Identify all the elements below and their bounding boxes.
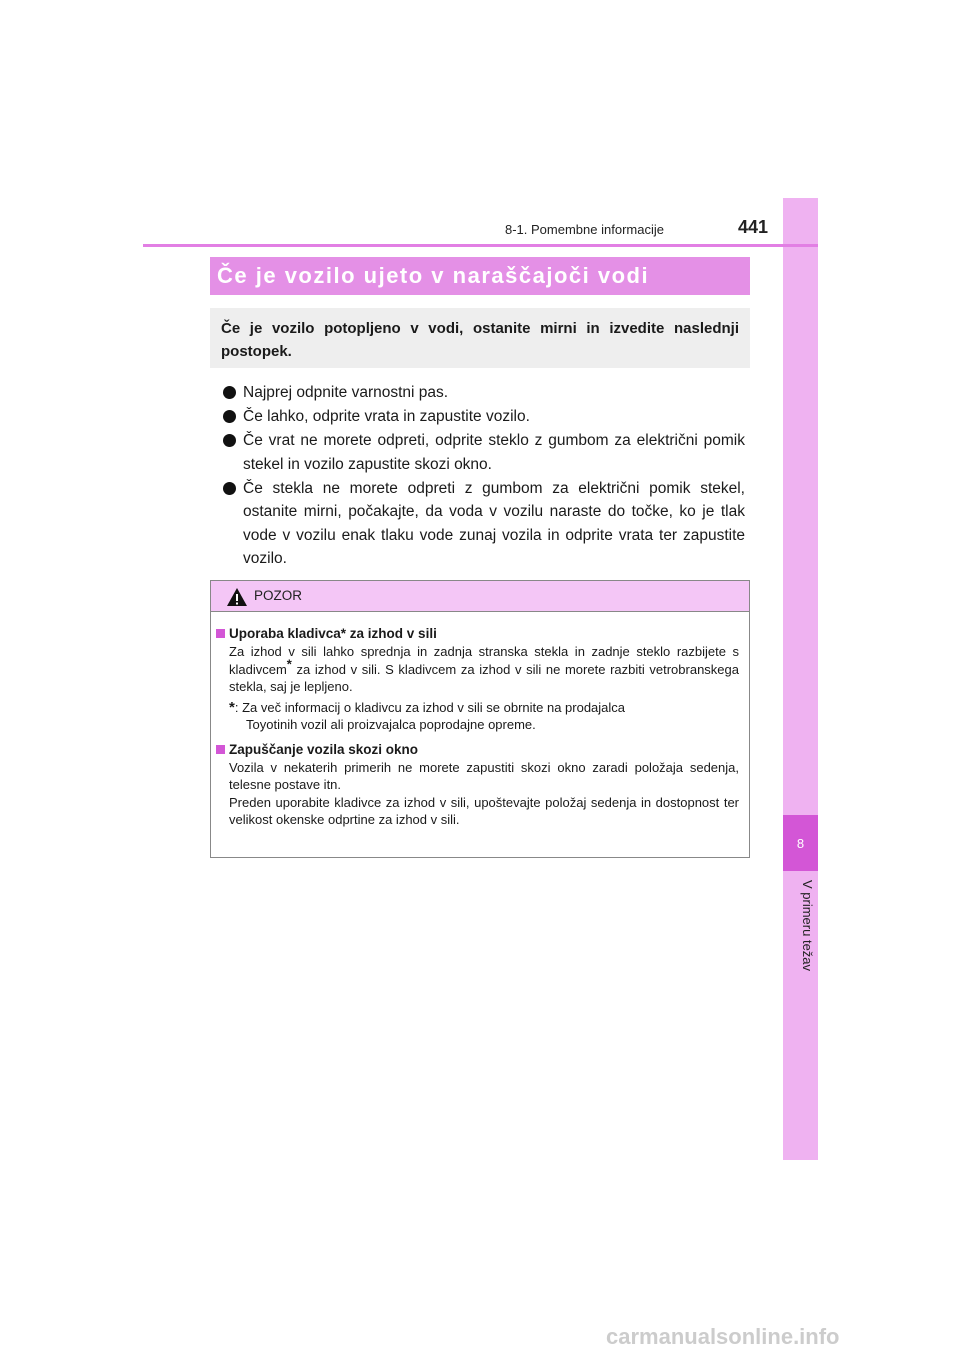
section-title: Če je vozilo ujeto v naraščajoči vodi xyxy=(217,263,650,288)
caution-box xyxy=(210,580,750,858)
chapter-title: V primeru težav xyxy=(800,880,815,972)
list-item xyxy=(223,477,745,571)
caution-section-heading: Uporaba kladivca* za izhod v sili xyxy=(216,625,739,643)
bullet-dot-icon xyxy=(223,386,236,399)
instruction-list xyxy=(223,381,745,571)
chapter-side-tab xyxy=(783,198,818,1160)
intro-box xyxy=(210,308,750,368)
section-reference: 8-1. Pomembne informacije xyxy=(505,222,664,237)
footnote-marker: * xyxy=(229,698,235,716)
chapter-number: 8 xyxy=(783,815,818,871)
caution-section-heading: Zapuščanje vozila skozi okno xyxy=(216,741,739,759)
list-item xyxy=(223,381,745,405)
bullet-dot-icon xyxy=(223,410,236,423)
list-item-text: Najprej odpnite varnostni pas. xyxy=(243,384,449,401)
section-title-bar xyxy=(210,257,750,295)
caution-section xyxy=(216,741,739,829)
warning-triangle-icon xyxy=(226,587,248,607)
list-item-text: Če vrat ne morete odpreti, odprite steklo z gumbom za električni pomik stekel in vozilo zapustite skozi okno. xyxy=(243,432,745,473)
footnote: *: Za več informacij o kladivcu za izhod v sili se obrnite na prodajalca Toyotinih vozil ali proizvajalca poprodajne opreme. xyxy=(229,698,626,732)
intro-text: Če je vozilo potopljeno v vodi, ostanite mirni in izvedite naslednji postopek. xyxy=(221,320,739,360)
square-bullet-icon xyxy=(216,629,225,638)
caution-body xyxy=(211,612,749,829)
footnote-star: * xyxy=(286,656,292,672)
square-bullet-icon xyxy=(216,745,225,754)
page-number: 441 xyxy=(738,217,769,237)
list-item xyxy=(223,429,745,476)
watermark: carmanualsonline.info xyxy=(606,1324,840,1349)
bullet-dot-icon xyxy=(223,434,236,447)
header-divider xyxy=(143,244,818,247)
caution-section-text: Za izhod v sili lahko sprednja in zadnja stranska stekla in zadnje steklo razbijete s kladivcem* za izhod v sili. S kladivcem za izhod v sili ne morete razbiti vetrobranskega stekla, saj je lepljeno. xyxy=(229,644,739,694)
list-item-text: Če lahko, odprite vrata in zapustite vozilo. xyxy=(243,408,530,425)
caution-section-text: Preden uporabite kladivce za izhod v sili, upoštevajte položaj sedenja in dostopnost ter velikost okenske odprtine za izhod v sili. xyxy=(229,794,739,827)
bullet-dot-icon xyxy=(223,482,236,495)
caution-header xyxy=(211,581,749,612)
caution-section-text: Vozila v nekaterih primerih ne morete zapustiti skozi okno zaradi položaja sedenja, telesne postave itn. xyxy=(229,759,739,792)
list-item-text: Če stekla ne morete odpreti z gumbom za električni pomik stekel, ostanite mirni, počakajte, da voda v vozilu naraste do točke, ko je tlak vode v vozilu enak tlaku vode zunaj vozila in odprite vrata ter zapustite vozilo. xyxy=(243,479,745,567)
list-item xyxy=(223,405,745,429)
caution-section xyxy=(216,625,739,734)
caution-title: POZOR xyxy=(254,588,303,603)
